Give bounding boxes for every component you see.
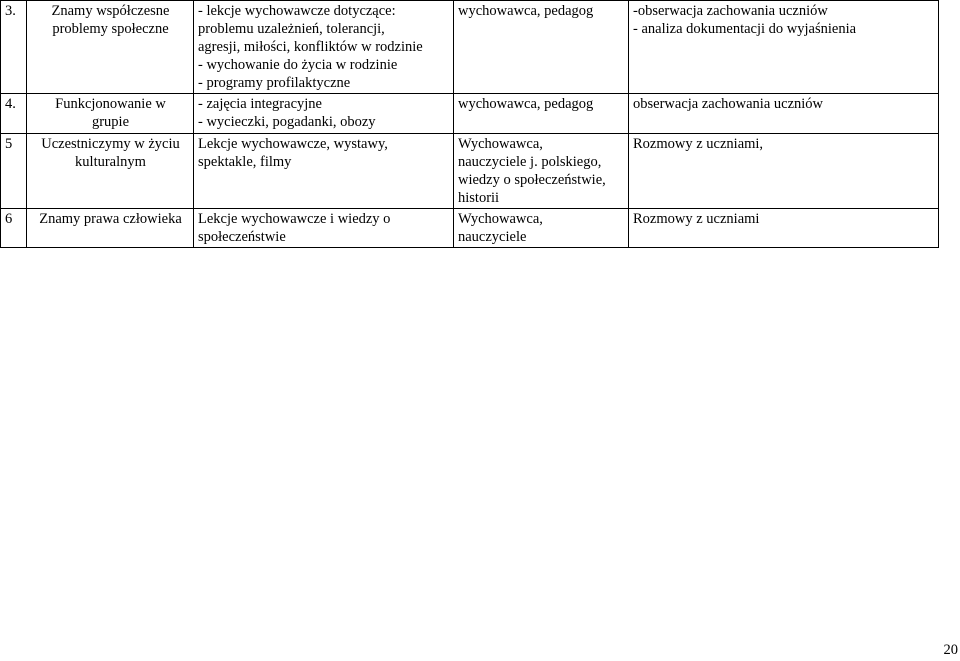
forms-line: Lekcje wychowawcze i wiedzy o (198, 211, 391, 227)
forms-cell (194, 134, 454, 209)
responsible-cell (454, 134, 629, 209)
topic-cell (27, 209, 194, 248)
responsible-line: nauczyciele j. polskiego, (458, 154, 602, 170)
forms-line: - lekcje wychowawcze dotyczące: (198, 3, 396, 19)
topic-line: Znamy prawa człowieka (39, 211, 182, 227)
table-row (1, 94, 939, 134)
forms-cell (194, 209, 454, 248)
evaluation-line: Rozmowy z uczniami, (633, 136, 764, 152)
topic-line: Znamy współczesne (51, 3, 170, 19)
topic-cell (27, 134, 194, 209)
forms-cell (194, 94, 454, 134)
forms-line: problemu uzależnień, tolerancji, (198, 21, 385, 37)
row-number: 3. (1, 1, 27, 94)
evaluation-cell (629, 94, 939, 134)
row-number: 5 (1, 134, 27, 209)
row-number: 6 (1, 209, 27, 248)
responsible-cell (454, 1, 629, 94)
education-plan-table (0, 0, 939, 248)
forms-line: agresji, miłości, konfliktów w rodzinie (198, 39, 423, 55)
forms-cell (194, 1, 454, 94)
topic-cell (27, 94, 194, 134)
evaluation-cell (629, 1, 939, 94)
responsible-line: wychowawca, pedagog (458, 96, 594, 112)
responsible-line: wychowawca, pedagog (458, 3, 594, 19)
forms-line: społeczeństwie (198, 229, 286, 245)
evaluation-line: -obserwacja zachowania uczniów (633, 3, 828, 19)
responsible-cell (454, 94, 629, 134)
topic-line: Funkcjonowanie w (55, 96, 166, 112)
row-number: 4. (1, 94, 27, 134)
page-number: 20 (943, 642, 958, 658)
topic-line: Uczestniczymy w życiu (41, 136, 180, 152)
forms-line: - wychowanie do życia w rodzinie (198, 57, 398, 73)
topic-line: kulturalnym (75, 154, 146, 170)
forms-line: - programy profilaktyczne (198, 75, 351, 91)
responsible-line: Wychowawca, (458, 136, 543, 152)
topic-cell (27, 1, 194, 94)
table-row (1, 209, 939, 248)
responsible-cell (454, 209, 629, 248)
table-row (1, 1, 939, 94)
responsible-line: wiedzy o społeczeństwie, (458, 172, 606, 188)
evaluation-cell (629, 209, 939, 248)
forms-line: - zajęcia integracyjne (198, 96, 322, 112)
responsible-line: Wychowawca, (458, 211, 543, 227)
evaluation-line: Rozmowy z uczniami (633, 211, 760, 227)
table-row (1, 134, 939, 209)
responsible-line: historii (458, 190, 500, 206)
evaluation-cell (629, 134, 939, 209)
topic-line: problemy społeczne (52, 21, 169, 37)
forms-line: - wycieczki, pogadanki, obozy (198, 114, 376, 130)
evaluation-line: - analiza dokumentacji do wyjaśnienia (633, 21, 857, 37)
evaluation-line: obserwacja zachowania uczniów (633, 96, 824, 112)
responsible-line: nauczyciele (458, 229, 527, 245)
forms-line: Lekcje wychowawcze, wystawy, (198, 136, 388, 152)
topic-line: grupie (91, 114, 130, 130)
forms-line: spektakle, filmy (198, 154, 292, 170)
